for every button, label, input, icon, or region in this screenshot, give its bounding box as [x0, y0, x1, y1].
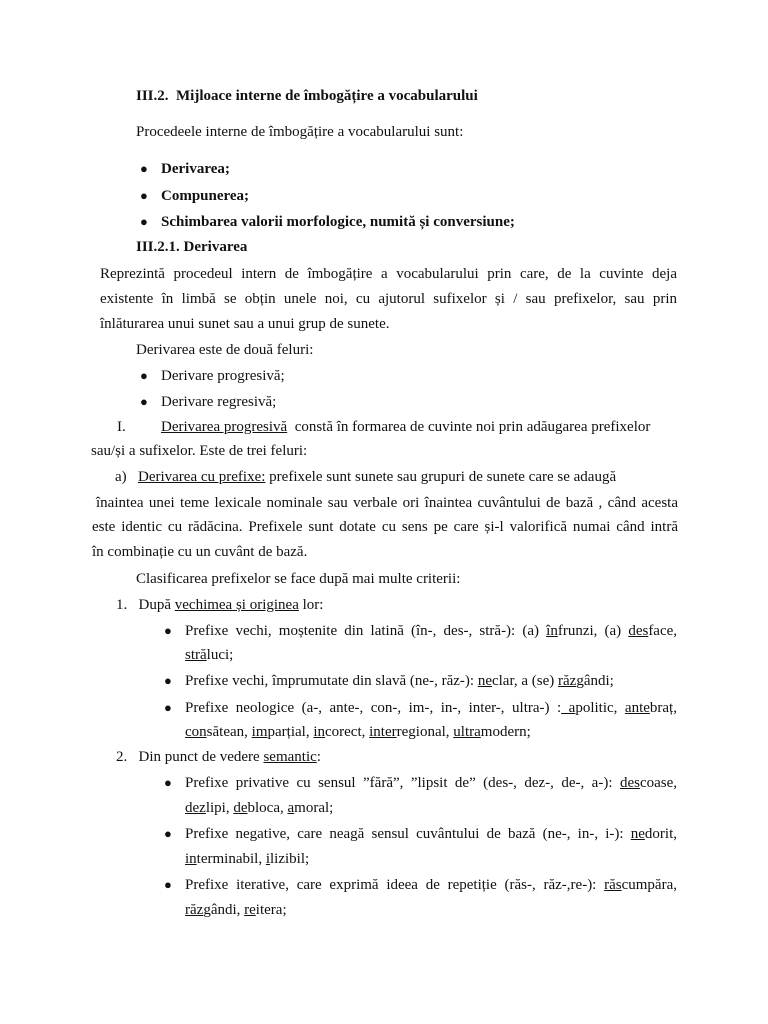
prefix-item-privative: Prefixe privative cu sensul ”fără”, ”lipsit de” (des-, dez-, de-, a-): descoase,: [185, 775, 677, 791]
bullet-icon: ●: [164, 673, 172, 688]
section-a-line: înaintea unei teme lexicale nominale sau verbale ori înaintea cuvântului de bază , când acesta: [96, 495, 678, 511]
prefix-item-slav: Prefixe vechi, împrumutate din slavă (ne-, răz-): neclar, a (se) răzgândi;: [185, 673, 614, 689]
intro-text: Procedeele interne de îmbogățire a vocabularului sunt:: [136, 124, 464, 140]
kind-item: Derivare progresivă;: [161, 368, 285, 384]
term-vechimea-si-originea: vechimea și originea: [174, 597, 299, 613]
bullet-icon: ●: [164, 623, 172, 638]
bullet-icon: ●: [140, 214, 148, 229]
criterion-1: 1. După vechimea și originea lor:: [116, 597, 324, 613]
bullet-icon: ●: [140, 188, 148, 203]
bullet-icon: ●: [164, 775, 172, 790]
definition-line: Reprezintă procedeul intern de îmbogățire a vocabularului prin care, de la cuvinte deja: [100, 266, 677, 282]
prefix-item-iterative: Prefixe iterative, care exprimă ideea de repetiție (răs-, răz-,re-): răscumpăra,: [185, 877, 677, 893]
term-derivarea-cu-prefixe: Derivarea cu prefixe:: [138, 469, 266, 485]
prefix-item-latin: Prefixe vechi, moștenite din latină (în-, des-, stră-): (a) înfrunzi, (a) desface,: [185, 623, 678, 639]
section-heading: [136, 86, 478, 106]
section-I-line: sau/și a sufixelor. Este de trei feluri:: [91, 443, 308, 459]
prefix-item-latin-cont: străluci;: [185, 647, 234, 663]
bullet-icon: ●: [140, 394, 148, 409]
prefix-item-neologic: Prefixe neologice (a-, ante-, con-, im-, in-, inter-, ultra-) : apolitic, antebraț,: [185, 700, 677, 716]
prefix-item-negative-cont: interminabil, ilizibil;: [185, 851, 310, 867]
term-semantic: semantic: [263, 749, 317, 765]
bullet-icon: ●: [140, 368, 148, 383]
bullet-icon: ●: [164, 700, 172, 715]
term-derivarea-progresiva: Derivarea progresivă: [161, 419, 288, 435]
prefix-item-negative: Prefixe negative, care neagă sensul cuvântului de bază (ne-, in-, i-): nedorit,: [185, 826, 677, 842]
definition-line: existente în limbă se obțin unele noi, cu ajutorul sufixelor și / sau prefixelor, sau prin: [100, 291, 677, 307]
section-number: III.2.: [136, 88, 169, 104]
section-I-line: Derivarea progresivă constă în formarea de cuvinte noi prin adăugarea prefixelor: [161, 419, 651, 435]
bullet-icon: ●: [140, 161, 148, 176]
procedure-item: Derivarea;: [161, 161, 230, 177]
kinds-intro: Derivarea este de două feluri:: [136, 342, 314, 358]
procedure-item: Compunerea;: [161, 188, 250, 204]
section-roman-number: I.: [117, 419, 126, 435]
bullet-icon: ●: [164, 877, 172, 892]
prefix-item-neologic-cont: consătean, imparțial, incorect, interregional, ultramodern;: [185, 724, 531, 740]
prefix-item-iterative-cont: răzgândi, reitera;: [185, 902, 287, 918]
prefix-item-privative-cont: dezlipi, debloca, amoral;: [185, 800, 334, 816]
classification-intro: Clasificarea prefixelor se face după mai multe criterii:: [136, 571, 461, 587]
section-a-line: Derivarea cu prefixe: prefixele sunt sunete sau grupuri de sunete care se adaugă: [138, 469, 617, 485]
section-a-line: este identic cu rădăcina. Prefixele sunt dotate cu sens pe care și-l valorifică numai când intră: [92, 519, 678, 535]
section-a-line: în combinație cu un cuvânt de bază.: [92, 544, 308, 560]
section-title: Mijloace interne de îmbogățire a vocabularului: [176, 88, 478, 104]
procedure-item: Schimbarea valorii morfologice, numită și conversiune;: [161, 214, 515, 230]
definition-line: înlăturarea unui sunet sau a unui grup de sunete.: [100, 316, 390, 332]
bullet-icon: ●: [164, 826, 172, 841]
subsection-label: a): [115, 469, 127, 485]
criterion-2: 2. Din punct de vedere semantic:: [116, 749, 321, 765]
subsection-heading: III.2.1. Derivarea: [136, 239, 248, 255]
kind-item: Derivare regresivă;: [161, 394, 277, 410]
